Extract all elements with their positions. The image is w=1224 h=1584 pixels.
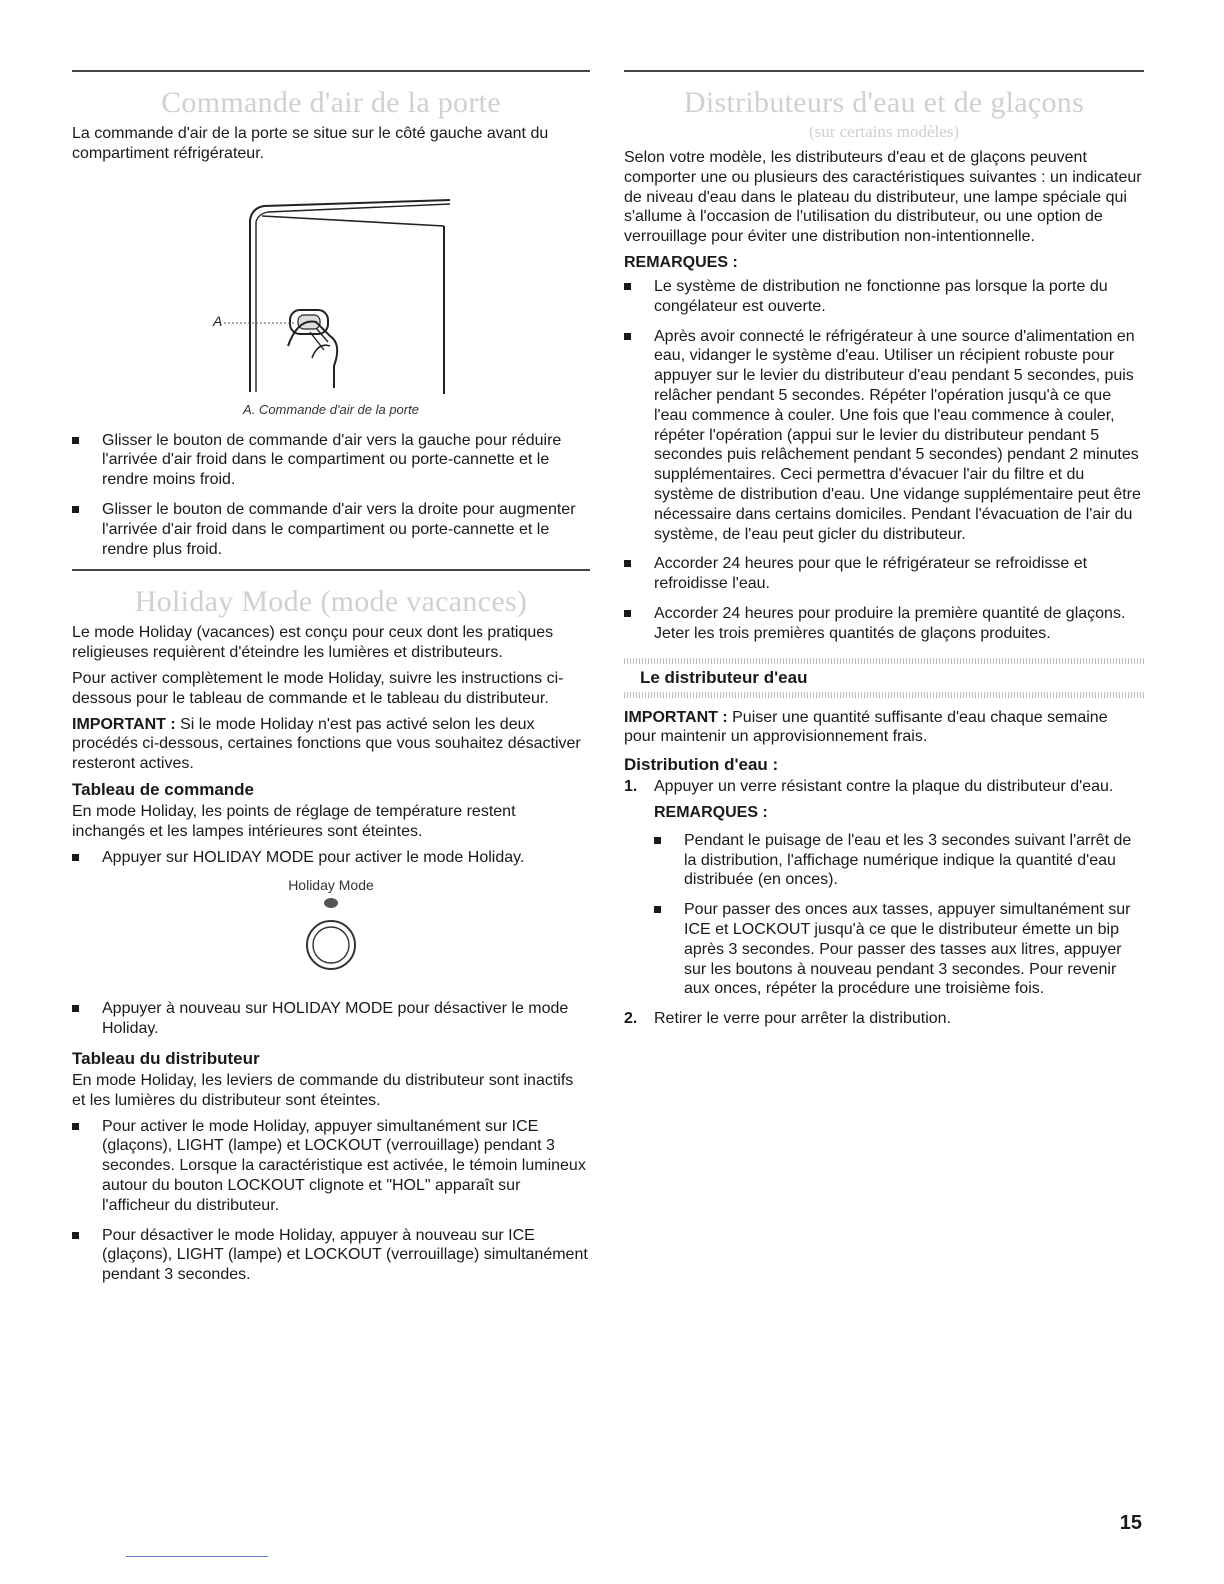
remarques-list <box>624 277 1144 644</box>
door-air-bullets <box>72 431 590 560</box>
bullet-square-icon <box>624 283 631 290</box>
water-important: IMPORTANT : Puiser une quantité suffisante d'eau chaque semaine pour maintenir un approvisionnement frais. <box>624 708 1108 746</box>
holiday-mode-label: Holiday Mode <box>288 877 374 894</box>
footer-rule <box>126 1556 268 1557</box>
holiday-important: IMPORTANT : Si le mode Holiday n'est pas activé selon les deux procédés ci-dessous, certaines fonctions que vous souhaitez désactiver resteront actives. <box>72 715 581 773</box>
control-panel-bullets <box>72 848 590 868</box>
step-remarques-list <box>654 831 1144 999</box>
list-item: Pour passer des onces aux tasses, appuyer simultanément sur ICE et LOCKOUT jusqu'à ce que le distributeur émette un bip après 3 secondes. Pour passer des tasses aux litres, appuyer sur les boutons à nouveau pendant 3 secondes. Pour revenir aux onces, répéter la procédure une troisième fois. <box>654 900 1144 999</box>
hatch-rule <box>624 692 1144 698</box>
control-panel-heading: Tableau de commande <box>72 779 255 799</box>
step-item: 2. Retirer le verre pour arrêter la distribution. <box>624 1010 952 1028</box>
figure-caption: A. Commande d'air de la porte <box>243 401 419 417</box>
step-item: 1. Appuyer un verre résistant contre la plaque du distributeur d'eau. REMARQUES : Pendant le puisage de l'eau et les 3 secondes suivant l'arrêt de la distribution, l'affichage numérique indique la quantité d'eau distribuée (en onces). Pour passer des onces aux tasses, appuyer simultanément sur ICE et LOCKOUT jusqu'à ce que le distributeur émette un bip après 3 secondes. Pour passer des tasses aux litres, appuyer sur les boutons à nouveau pendant 3 secondes. Pour revenir aux onces, répéter la procédure une troisième fois. <box>624 777 1144 999</box>
dispensers-title: Distributeurs d'eau et de glaçons <box>683 86 1085 119</box>
door-air-figure <box>72 182 590 400</box>
remarques-heading: REMARQUES : <box>624 253 738 271</box>
water-dispenser-subhead <box>624 658 1144 698</box>
list-item: Appuyer sur HOLIDAY MODE pour activer le mode Holiday. <box>72 848 590 868</box>
section-rule <box>624 70 1144 72</box>
list-item: Le système de distribution ne fonctionne pas lorsque la porte du congélateur est ouverte. <box>624 277 1144 317</box>
list-item: Glisser le bouton de commande d'air vers la gauche pour réduire l'arrivée d'air froid dans le compartiment ou porte-cannette et le rendre moins froid. <box>72 431 590 490</box>
bullet-square-icon <box>72 1005 79 1012</box>
page-number: 15 <box>1119 1512 1142 1534</box>
dispensers-intro: Selon votre modèle, les distributeurs d'eau et de glaçons peuvent comporter une ou plusieurs des caractéristiques suivantes : un indicateur de niveau d'eau dans le plateau du distributeur, une lampe spéciale qui s'allume à l'occasion de l'utilisation du distributeur, ou une option de verrouillage pour éviter une distribution non-intentionnelle. <box>624 149 1142 246</box>
list-item: Après avoir connecté le réfrigérateur à une source d'alimentation en eau, vidanger le système d'eau. Utiliser un récipient robuste pour appuyer sur le levier du distributeur d'eau pendant 5 secondes, puis relâcher pendant 5 secondes. Répéter l'opération jusqu'à ce que l'eau commence à couler. Une fois que l'eau commence à couler, répéter l'opération (appui sur le levier du distributeur pendant 5 secondes puis relâchement pendant 5 secondes) pendant 2 minutes supplémentaires. Ceci permettra d'évacuer l'air du filtre et du système de distribution d'eau. Une vidange supplémentaire peut être nécessaire dans certains domiciles. Pendant l'évacuation de l'air du système, de l'eau peut gicler du distributeur. <box>624 327 1144 545</box>
bullet-square-icon <box>72 506 79 513</box>
distribution-heading: Distribution d'eau : <box>624 755 779 775</box>
bullet-square-icon <box>624 333 631 340</box>
bullet-square-icon <box>654 837 661 844</box>
bullet-square-icon <box>624 560 631 567</box>
bullet-square-icon <box>72 1232 79 1239</box>
list-item: Pour désactiver le mode Holiday, appuyer à nouveau sur ICE (glaçons), LIGHT (lampe) et LOCKOUT (verrouillage) simultanément pendant 3 secondes. <box>72 1226 590 1285</box>
dispenser-panel-text: En mode Holiday, les leviers de commande du distributeur sont inactifs et les lumières du distributeur sont éteintes. <box>72 1071 574 1109</box>
door-air-title: Commande d'air de la porte <box>161 86 501 119</box>
list-item: Glisser le bouton de commande d'air vers la droite pour augmenter l'arrivée d'air froid dans le compartiment ou porte-cannette et le rendre plus froid. <box>72 500 590 559</box>
list-item: Accorder 24 heures pour que le réfrigérateur se refroidisse et refroidisse l'eau. <box>624 554 1144 594</box>
list-item: Pour activer le mode Holiday, appuyer simultanément sur ICE (glaçons), LIGHT (lampe) et LOCKOUT (verrouillage) pendant 3 secondes. Lorsque la caractéristique est activée, le témoin lumineux autour du bouton LOCKOUT clignote et "HOL" apparaît sur l'afficheur du distributeur. <box>72 1117 590 1216</box>
distribution-steps <box>624 777 1144 1029</box>
list-item: Accorder 24 heures pour produire la première quantité de glaçons. Jeter les trois premières quantités de glaçons produites. <box>624 604 1144 644</box>
bullet-square-icon <box>72 854 79 861</box>
door-illustration <box>72 182 590 400</box>
control-panel-text: En mode Holiday, les points de réglage de température restent inchangés et les lampes intérieures sont éteintes. <box>72 802 516 840</box>
step-remarques-heading: REMARQUES : <box>654 803 768 821</box>
figure-label-a: A <box>213 312 223 329</box>
bullet-square-icon <box>654 906 661 913</box>
holiday-p1: Le mode Holiday (vacances) est conçu pour ceux dont les pratiques religieuses requièrent d'éteindre les lumières et distributeurs. <box>72 624 554 662</box>
bullet-square-icon <box>72 437 79 444</box>
dispenser-panel-heading: Tableau du distributeur <box>72 1048 260 1068</box>
list-item: Appuyer à nouveau sur HOLIDAY MODE pour désactiver le mode Holiday. <box>72 999 590 1039</box>
holiday-title: Holiday Mode (mode vacances) <box>134 585 528 619</box>
dispensers-subtitle: (sur certains modèles) <box>808 122 960 141</box>
bullet-square-icon <box>624 610 631 617</box>
left-column <box>72 70 590 1295</box>
control-panel-bullets-off <box>72 999 590 1039</box>
holiday-mode-button-figure <box>72 877 590 987</box>
holiday-p2: Pour activer complètement le mode Holiday, suivre les instructions ci-dessous pour le tableau de commande et le tableau du distributeur. <box>72 669 564 707</box>
door-air-intro: La commande d'air de la porte se situe sur le côté gauche avant du compartiment réfrigérateur. <box>72 125 549 162</box>
section-rule <box>72 70 590 72</box>
holiday-mode-button-icon <box>291 895 371 983</box>
water-dispenser-heading: Le distributeur d'eau <box>640 667 808 687</box>
list-item: Pendant le puisage de l'eau et les 3 secondes suivant l'arrêt de la distribution, l'affichage numérique indique la quantité d'eau distribuée (en onces). <box>654 831 1144 890</box>
section-rule <box>72 569 590 571</box>
dispenser-panel-bullets <box>72 1117 590 1285</box>
bullet-square-icon <box>72 1123 79 1130</box>
right-column <box>624 70 1144 1035</box>
